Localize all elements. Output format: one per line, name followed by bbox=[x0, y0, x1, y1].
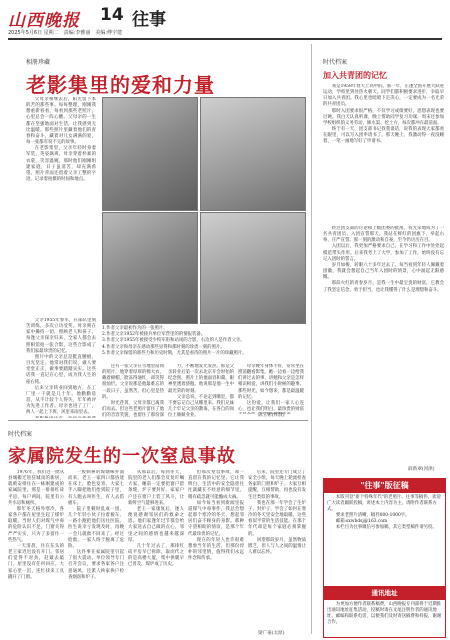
call-for-submissions-title: "往事"版征稿 bbox=[324, 479, 445, 493]
section-name: 往事 bbox=[132, 10, 166, 30]
issue-meta: 2025年5月6日 星期二 责编:李雅丽 美编:傅宇建 bbox=[8, 30, 123, 36]
right-paragraph: 岁月如梭，转眼六十多年过去了。每当看到年轻人佩戴着团徽，我就会想起自己当年入团时的情景，心中涌起无限感慨。 bbox=[323, 262, 444, 281]
article1-paragraph: 时光荏苒，父母亲都已离我们而去。但这些老照片留住了他们的音容笑貌，也留住了那份深 bbox=[102, 400, 164, 418]
photo-portrait-officer bbox=[102, 97, 198, 211]
article2-paragraph: 回望那段岁月，虽然物质匮乏，但人与人之间的温情让人难以忘怀。 bbox=[248, 537, 306, 556]
column-divider bbox=[311, 44, 312, 634]
right-title: 加入共青团的记忆 bbox=[323, 71, 387, 80]
article2-byline: 梁广豪(太原) bbox=[258, 631, 285, 636]
right-paragraph: 入团以后，我更加严格要求自己，在学习和工作中处处起模范带头作用。后来我考上了大学，参加了工作，始终没有忘记入团时的誓言。 bbox=[323, 244, 444, 262]
article1-text-col6 bbox=[238, 364, 304, 414]
article1-paragraph: 父亲总说，不论走到哪里，都不要忘记自己从哪里来。我们兄妹几个牢记父亲的教诲，在各自的岗位上兢兢业业。 bbox=[168, 394, 234, 418]
address-notice-body bbox=[324, 600, 445, 628]
article2-paragraph: 一天清晨，住在东头的老王家迟迟没有开门。邻居们觉得不对劲，赶紧去敲门，屋里没有任何回应。大家心里一沉，连忙找来工具撬开了门窗。 bbox=[8, 543, 64, 580]
article1-paragraph: 后来父亲转业回到地方，在工厂里一干就是几十年。他勤勤恳恳，从不计较个人得失，年年被评为先进工作者。母亲也进了工厂，两人一起上下班，风里来雨里去。 bbox=[26, 385, 96, 416]
caption-line: 3.作者父亲1955年被接受少校军衔和站岗的合影，右边的人是作者父亲。 bbox=[102, 338, 245, 344]
right-paragraph: 经过团支部的讨论和上级团委的批准，我光荣地成为了一名共青团员。入团宣誓那天，我站在鲜红的团旗下，举起右拳，庄严宣誓。那一刻的激动和自豪，至今仍历历在目。 bbox=[323, 226, 444, 244]
right-paragraph: 终于有一天，团支部书记找我谈话，说我的表现大家都看在眼里，可以写入团申请书了。那天晚上，我激动得一夜没睡着，一笔一画地写好了申请书。 bbox=[323, 127, 444, 145]
caption-line: 4.作者父亲和母亲在感动那些显得和那时刻的珍贵一刻的照片。 bbox=[102, 344, 225, 350]
notice-paragraph: 邮箱:sxwbdsj@163.com bbox=[335, 519, 388, 525]
newspaper-logo: 山西晚报 bbox=[8, 11, 80, 31]
call-for-submissions-box bbox=[323, 478, 446, 587]
right-kicker: 时代档案 bbox=[323, 59, 348, 66]
article2-paragraph: 院子里顿时乱成一团。几个年轻小伙子拉着板车，一路小跑把他们送往医院。医生说幸亏发现及时，再晚一会儿就救不回来了。经过抢救，一家人终于脱离了危险。 bbox=[68, 506, 124, 549]
article2-paragraph: 如今每当看到新闻里报道煤气中毒事件，我总会想起那个寒冷的冬天，想起邻居们奋不顾身的身影。那种守望相助的情谊，是那个年代最珍贵的记忆。 bbox=[188, 500, 244, 537]
article2-paragraph: 我也在那一年学会了生炉子、封炉子，学会了如何在寒冷的冬天里安全地取暖。这些看似平常的生活技能，在那个年代却是每个家庭必须掌握的。 bbox=[248, 500, 306, 537]
photo-caption bbox=[102, 326, 305, 360]
right-paragraph: 我是1958年春天上高中的。那一年，正逢全国开展大跃进运动，学校里到处热火朝天。同学们都积极要求进步，争取早日加入共青团。我心里也暗暗下定决心，一定要成为一名光荣的共青团员。 bbox=[323, 84, 444, 108]
right-paragraph: 那段火红的青春岁月，是我一生中最宝贵的财富，它教会了我坚定信念、勇于担当，也让我懂得了什么是理想和奋斗。 bbox=[323, 281, 444, 293]
notice-paragraph: 要求老照片清晰，稿件800-1000字。 bbox=[335, 513, 410, 519]
article1-paragraph bbox=[26, 417, 96, 419]
article1-text-col5 bbox=[168, 364, 234, 418]
article2-text-col4 bbox=[188, 470, 244, 635]
address-notice-title: 通讯地址 bbox=[324, 587, 445, 600]
right-text-col-b bbox=[323, 226, 444, 464]
right-text-col-a bbox=[323, 84, 444, 224]
article1-kicker: 相册珍藏 bbox=[26, 59, 51, 66]
masthead bbox=[8, 2, 442, 38]
article1-paragraph: 还有一张父亲在雪地里站岗的照片，他穿着厚厚的棉大衣，戴着棉帽，脸冻得通红，却笑得很灿烂。父亲说那是他最难忘的一段日子，虽然苦，但心里是热的。 bbox=[102, 364, 164, 400]
article1-text-col4 bbox=[102, 364, 164, 418]
article2-paragraph: 但那次窒息事故，却一直留在我的记忆里。它让我明白，生活中的安全隐患往往就藏在不经意的细节里，稍有疏忽就可能酿成大祸。 bbox=[188, 470, 244, 500]
notice-paragraph: 本版刊登"新个特殊年代"的老照片、往事等稿件。欢迎广大读者踊跃投稿，讲述本土内容为主，请附作者联系方式。 bbox=[327, 495, 441, 513]
right-paragraph: 那时入团要求很严格，不仅学习成绩要好，思想表现也要过硬。我白天认真听课，晚上帮助同学复习功课，周末还参加学校组织的义务劳动，修水渠、挖土方，每次都冲在最前面。 bbox=[323, 108, 444, 126]
article2-paragraph: 几十年过去了，那排红砖平房早已拆除，取而代之的是高楼大厦，集中供暖早已普及，煤炉成了历史。 bbox=[128, 543, 184, 568]
photo-soldier-snow bbox=[102, 212, 198, 324]
photo-group-soldiers bbox=[200, 97, 306, 211]
article2-kicker: 时代档案 bbox=[8, 431, 33, 438]
article2-text-col2 bbox=[68, 470, 124, 635]
article2-paragraph: 1976年，我们这一批从县城搬迁进驻城南的新居，就被安排住在一栋刚建成的家属院里。那是一排排红砖平房，每户两间，院里有公共水房和厕所。 bbox=[8, 470, 64, 506]
right-byline: 薛新翠(河津) bbox=[408, 467, 435, 472]
article1-text-col2 bbox=[26, 318, 96, 418]
address-notice-box bbox=[323, 586, 446, 638]
notice-paragraph: 本栏目为往事微信号参加稿，其它类型稿件请另投。 bbox=[335, 525, 437, 531]
article2-paragraph: 现在的年轻人也许很难想象当年的生活，但那份淳朴的邻里情，值得我们永远怀念和传承。 bbox=[188, 537, 244, 562]
masthead-rule bbox=[8, 38, 442, 40]
article2-text-col5 bbox=[248, 470, 306, 630]
article2-paragraph: 从那以后，每到冬天，院里的老人们都会反复叮嘱大家，睡前一定要把窗户留条缝，炉子要封好。家家户户还在窗户上装了风斗，让新鲜空气能够进来。 bbox=[128, 470, 184, 506]
article1-byline: 陈玉彬(祥晨) bbox=[258, 413, 285, 418]
caption-line: 1.作者父亲最初作为的一张照片。 bbox=[102, 326, 168, 331]
article1-paragraph: 照片中的父亲总是挺直腰板，目光坚定。他常对我们说，做人要堂堂正正，做事要踏踏实实。这些话我一直记在心里，成为我人生的座右铭。 bbox=[26, 354, 96, 385]
article1-paragraph: 在老影集里，父亲年轻时身着军装，英姿飒爽。母亲穿着朴素的衣裳，笑容温婉。那时他们刚刚组建家庭，日子虽清苦，却充满希望。照片背面还留着父亲工整的字迹，记录着拍摄的时间和地点。 bbox=[26, 146, 96, 183]
article1-text-col1 bbox=[26, 97, 96, 312]
article1-title: 老影集里的爱和力量 bbox=[26, 73, 215, 97]
article2-paragraph: 老王一家康复后，逢人便说感谢邻居们的救命之恩。他们家逢年过节都会给大家送去自己做的点心，邻里之间的感情也越来越深厚。 bbox=[128, 506, 184, 543]
article1-paragraph: 母亲晚年身体不好，常常坐在窗前翻看影集。她一边看一边给我们讲过去的事，讲她和父亲是怎样相识相爱，讲我们小时候的趣事。那些时光，如今想来，都是最温暖的记忆。 bbox=[238, 364, 304, 400]
article2-text-col1 bbox=[8, 470, 64, 635]
photo-couple-reading bbox=[200, 212, 306, 324]
article2-paragraph: 那年冬天格外寒冷，各家各户都在屋里生起了煤炉取暖。当时人们对煤气中毒的危险认识不足，门窗关得严严实实，只为了多留住一些热气。 bbox=[8, 506, 64, 543]
article2-title: 家属院发生的一次窒息事故 bbox=[8, 446, 236, 467]
article2-text-col3 bbox=[128, 470, 184, 635]
article1-paragraph: 父亲1955年参军，在部队里刻苦训练，多次立功受奖。母亲则在家中操持一切，照顾老人和孩子。每逢父亲探亲归来，全家人都会去照相馆拍一张合影，这些合影成了我们家最珍贵的记忆。 bbox=[26, 318, 96, 354]
call-for-submissions-body bbox=[324, 493, 445, 534]
caption-line: 5.作者父亲保留的那些力和历史时期，尤其是看待的照片一片的珍藏照片。 bbox=[102, 350, 247, 356]
article2-paragraph: 后来，院里还专门成立了安全小组，每天晚上轮流检查各家的门窗和炉子。大家互相提醒，互相帮助，再也没有发生过类似的事故。 bbox=[248, 470, 306, 500]
article2-paragraph: 这件事在家属院里引起了很大震动。单位领导专门召开会议，要求各家各户注意通风，还派人挨家挨户检查烟囱和炉子。 bbox=[68, 550, 124, 580]
caption-line: 2.作者父亲1952年被接兵单位军营里的的情报装备。 bbox=[102, 332, 206, 338]
article1-paragraph: 力，不断地发光发热。那是父亲转业后第一次去北京开会时拍的纪念照，照片上的他面容和蔼，眼神里透着骄傲。他说那是他一生中最光荣的时刻。 bbox=[168, 364, 234, 394]
article2-paragraph: 一股刺鼻的煤烟味扑面而来，老王一家四口都昏迷在床上，脸色发青。大家七手八脚把他们抬到院子里，有人跑去叫医生，有人去借板车。 bbox=[68, 470, 124, 506]
article1-paragraph: 父母亲相继去后，阳光留下本的苦的那些事。每每整理，刚刚我想重新看看，每看到那些老照片，心里总会一阵心酸。父母亲的一生都在坚强地面对生活，让我感到无比温暖。那些照片里藏着他们的青春和奋斗，藏着对儿女满满的爱，每一张都有说不完的故事。 bbox=[26, 97, 96, 146]
notice-paragraph: 为更加方便作者联系稿费，山西晚报专刊部将于近期推出通讯地址征集活动，投稿时请在文尾注明作者的通讯地址、邮编和联系电话，以便我们及时寄送稿费和样报，谢谢合作。 bbox=[327, 602, 442, 626]
article1-paragraph: 这份爱，让我们一家人心连心，也让我们明白，最珍贵的财富 bbox=[238, 400, 304, 413]
section-rule bbox=[8, 420, 308, 421]
page-number: 14 bbox=[100, 5, 124, 25]
